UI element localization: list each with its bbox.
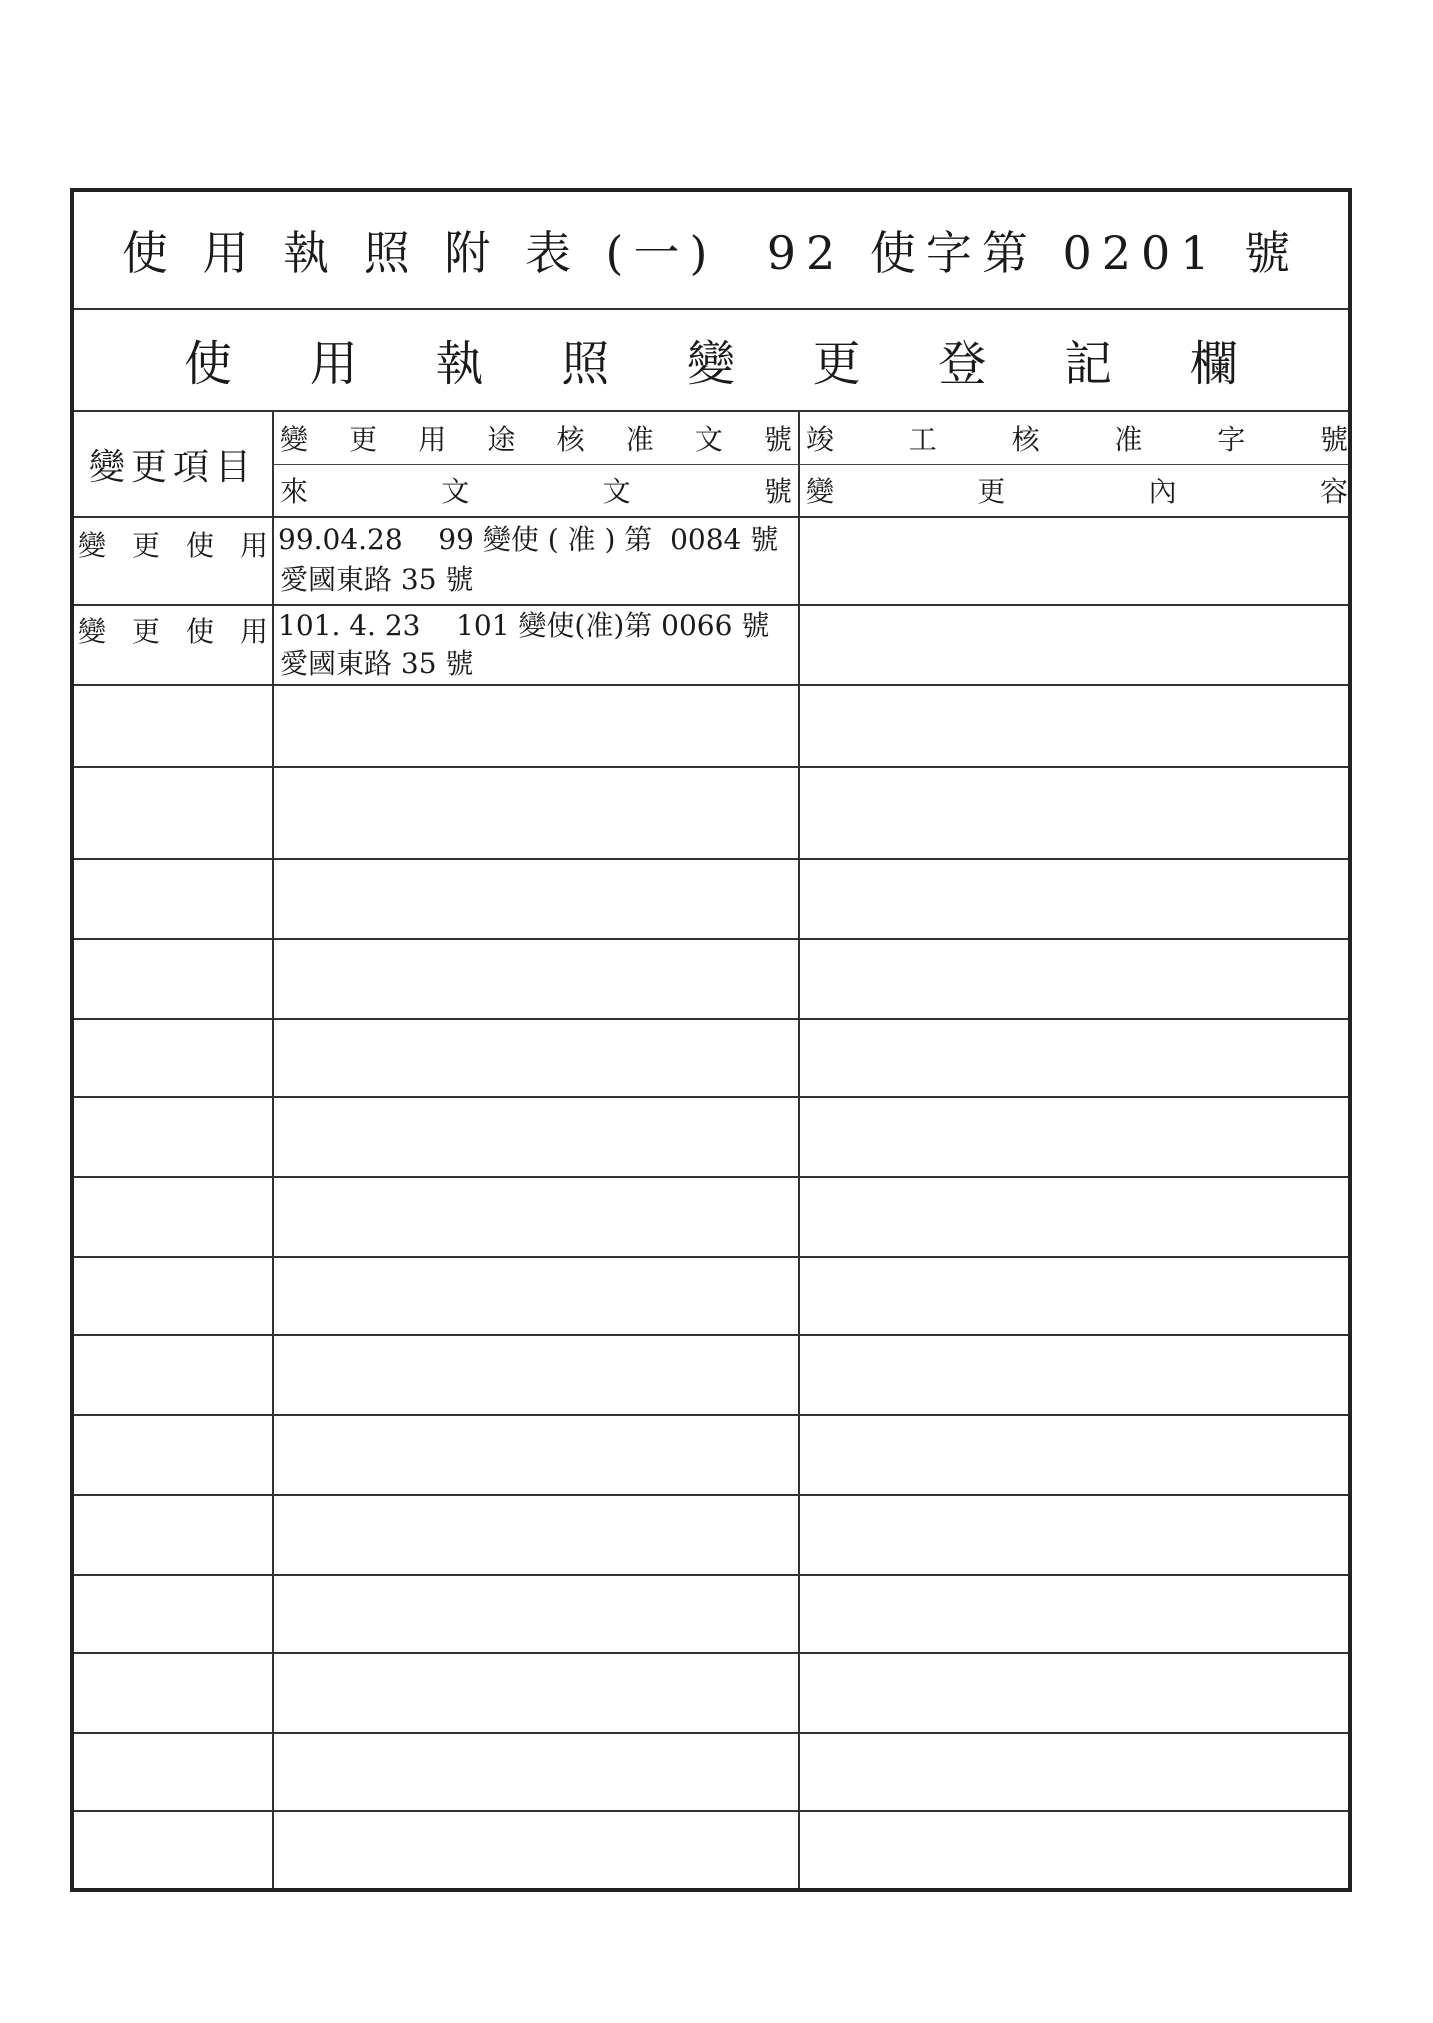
entry-2-doc-line: 101. 4. 23 101 變使(准)第 0066 號 [278, 609, 770, 642]
entry-1-doc-line: 99.04.28 99 變使 ( 准 ) 第 0084 號 [278, 523, 779, 556]
subtitle-char: 執 [435, 335, 484, 392]
entry-char: 更 [131, 529, 160, 562]
row-line [74, 1494, 1348, 1496]
subtitle-char: 用 [309, 335, 358, 392]
header-char: 准 [1114, 423, 1143, 456]
header-char: 用 [418, 423, 447, 456]
column-divider [272, 412, 274, 1888]
record-grid [74, 412, 1348, 1888]
title-row [74, 192, 1348, 310]
subtitle-char: 更 [812, 335, 861, 392]
subtitle-char: 欄 [1189, 335, 1238, 392]
header-char: 核 [1011, 423, 1040, 456]
header-char: 容 [1319, 475, 1348, 508]
header-char: 內 [1148, 475, 1177, 508]
header-completion-approval-no [806, 412, 1348, 464]
header-char: 變 [280, 423, 309, 456]
header-char: 變 [806, 475, 835, 508]
row-line [74, 1414, 1348, 1416]
entry-char: 變 [78, 615, 107, 648]
header-char: 文 [602, 475, 631, 508]
entry-char: 用 [239, 615, 268, 648]
header-char: 來 [280, 475, 309, 508]
subtitle-char: 使 [184, 335, 233, 392]
header-approval-doc-no [280, 412, 792, 464]
header-incoming-doc-no [280, 464, 792, 516]
subtitle-char: 記 [1064, 335, 1113, 392]
header-char: 號 [1319, 423, 1348, 456]
entry-2-change-item [78, 610, 268, 650]
row-line [74, 1018, 1348, 1020]
header-char: 核 [556, 423, 585, 456]
header-char: 號 [763, 475, 792, 508]
header-char: 號 [763, 423, 792, 456]
entry-2-address-line: 愛國東路 35 號 [280, 647, 474, 680]
row-line [74, 766, 1348, 768]
entry-char: 變 [78, 529, 107, 562]
row-line [74, 1096, 1348, 1098]
row-line [74, 858, 1348, 860]
row-line [74, 1574, 1348, 1576]
header-char: 竣 [806, 423, 835, 456]
entry-char: 使 [185, 615, 214, 648]
row-line [74, 1732, 1348, 1734]
header-char: 工 [908, 423, 937, 456]
row-line [74, 1810, 1348, 1812]
subtitle-row [74, 308, 1348, 412]
row-line [74, 1176, 1348, 1178]
entry-char: 使 [185, 529, 214, 562]
entry-char: 用 [239, 529, 268, 562]
document-title: 使 用 執 照 附 表 (一) 92 使字第 0201 號 [121, 226, 1301, 280]
subtitle-char: 變 [686, 335, 735, 392]
row-line [74, 938, 1348, 940]
header-change-item-label: 變更項目 [88, 446, 257, 488]
header-char: 准 [625, 423, 654, 456]
row-line [74, 516, 1348, 518]
header-char: 文 [694, 423, 723, 456]
row-line [74, 1334, 1348, 1336]
entry-1-change-item [78, 524, 268, 564]
subtitle-char: 照 [561, 335, 610, 392]
header-char: 途 [487, 423, 516, 456]
header-change-content [806, 464, 1348, 516]
row-line [74, 1256, 1348, 1258]
header-char: 更 [977, 475, 1006, 508]
row-line [74, 684, 1348, 686]
header-change-item [74, 412, 272, 516]
subtitle-char: 登 [938, 335, 987, 392]
header-char: 更 [349, 423, 378, 456]
entry-1-address-line: 愛國東路 35 號 [280, 563, 474, 596]
row-line [74, 1652, 1348, 1654]
entry-char: 更 [131, 615, 160, 648]
header-char: 文 [441, 475, 470, 508]
header-char: 字 [1217, 423, 1246, 456]
column-divider [798, 412, 800, 1888]
license-attachment-sheet [70, 188, 1352, 1892]
